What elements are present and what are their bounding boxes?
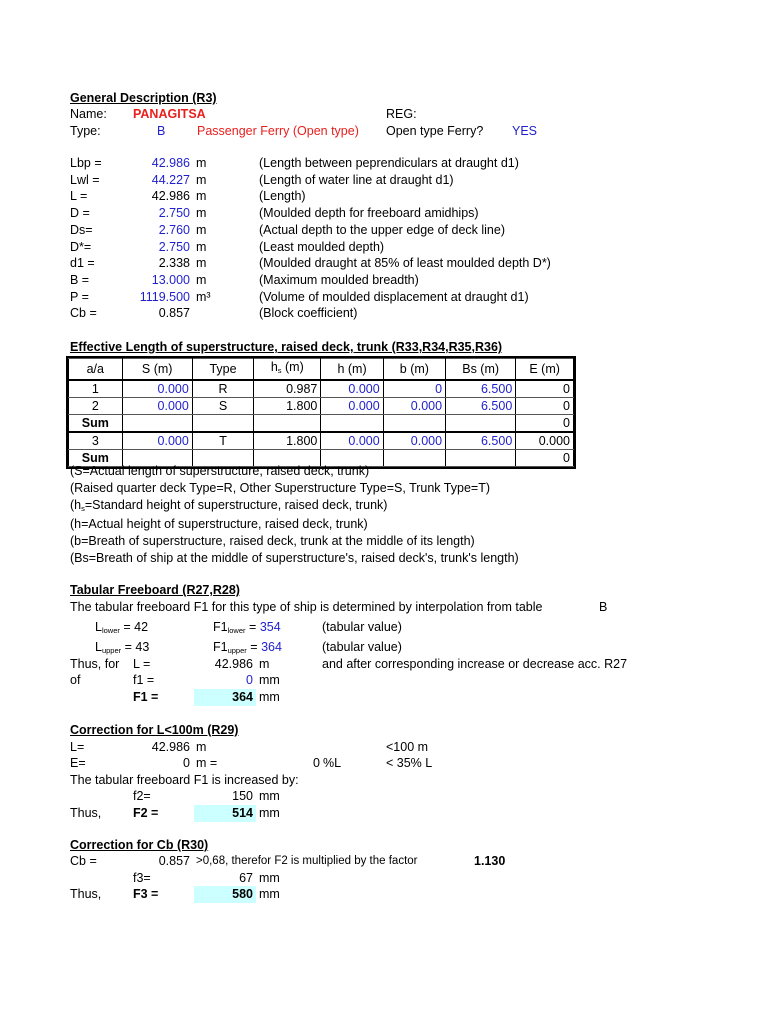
F1-label: F1 = xyxy=(133,690,159,704)
param-label: Cb = xyxy=(70,306,97,320)
table-cell: 1.800 xyxy=(254,398,321,415)
table-cell: 0.000 xyxy=(122,398,192,415)
param-unit: m xyxy=(196,173,207,187)
type-code: B xyxy=(157,124,166,138)
table-cell: 0.987 xyxy=(254,380,321,398)
note-b: (b=Breath of superstructure, raised deck, trunk at the middle of its length) xyxy=(70,534,475,548)
table-cell: Sum xyxy=(69,450,123,467)
param-value: 42.986 xyxy=(151,156,190,170)
note-hs: ($h_s=Standard$ height of superstructure, raised deck, trunk) xyxy=(70,498,388,513)
of-label: of xyxy=(70,673,81,687)
table-cell: R xyxy=(192,380,253,398)
param-description: (Length) xyxy=(259,189,306,203)
f1-upper: $F1_{upper} = 364$ xyxy=(213,640,282,655)
table-cell: 0.000 xyxy=(321,398,383,415)
l-eq: L = xyxy=(133,657,151,671)
F3-value: 580 xyxy=(232,887,253,901)
cb-label: Cb = xyxy=(70,854,97,868)
table-cell: 0.000 xyxy=(516,432,574,450)
param-description: (Actual depth to the upper edge of deck line) xyxy=(259,223,505,237)
table-cell: 0.000 xyxy=(321,380,383,398)
table-row xyxy=(69,380,574,398)
cl-e-label: E= xyxy=(70,756,86,770)
table-cell: 0.000 xyxy=(383,398,445,415)
param-unit: m xyxy=(196,240,207,254)
param-description: (Moulded draught at 85% of least moulded depth D*) xyxy=(259,256,551,270)
param-value: 2.750 xyxy=(158,206,190,220)
table-cell: 1 xyxy=(69,380,123,398)
f3-unit: mm xyxy=(259,871,280,885)
param-label: Ds= xyxy=(70,223,93,237)
table-cell: 1.800 xyxy=(254,432,321,450)
column-header: $h_s$ (m) xyxy=(254,359,321,381)
note-s: (S=Actual length of superstructure, raised deck, trunk) xyxy=(70,464,370,478)
table-cell: 3 xyxy=(69,432,123,450)
param-value: 42.986 xyxy=(151,189,190,203)
column-header: S (m) xyxy=(122,359,192,381)
correction-l-heading: Correction for L<100m (R29) xyxy=(70,723,239,737)
param-label: D*= xyxy=(70,240,92,254)
param-label: Lwl = xyxy=(70,173,100,187)
cl-f2-value: 150 xyxy=(232,789,253,803)
table-row xyxy=(69,398,574,415)
table-cell: T xyxy=(192,432,253,450)
cl-e-value: 0 xyxy=(183,756,190,770)
superstructure-table xyxy=(68,358,574,467)
table-ref: B xyxy=(599,600,608,614)
table-cell: 2 xyxy=(69,398,123,415)
table-cell: 0.000 xyxy=(383,432,445,450)
cl-l-cond: <100 m xyxy=(386,740,429,754)
open-type-value: YES xyxy=(512,124,538,138)
param-label: d1 = xyxy=(70,256,95,270)
table-cell xyxy=(446,415,516,433)
table-cell: 0 xyxy=(516,398,574,415)
F1-value: 364 xyxy=(232,690,253,704)
cb-text: >0,68, therefor F2 is multiplied by the factor xyxy=(196,855,418,867)
table-cell: 0 xyxy=(516,415,574,433)
table-cell xyxy=(383,450,445,467)
reg-label: REG: xyxy=(386,107,417,121)
cl-l-unit: m xyxy=(196,740,207,754)
note-type: (Raised quarter deck Type=R, Other Superstructure Type=S, Trunk Type=T) xyxy=(70,481,491,495)
table-cell xyxy=(321,415,383,433)
param-value: 0.857 xyxy=(158,306,190,320)
param-description: (Length between peprendiculars at draught d1) xyxy=(259,156,519,170)
note-h: (h=Actual height of superstructure, raised deck, trunk) xyxy=(70,517,368,531)
cb-factor: 1.130 xyxy=(474,854,506,868)
type-label: Type: xyxy=(70,124,101,138)
cl-f2-unit: mm xyxy=(259,789,280,803)
ship-name: PANAGITSA xyxy=(133,107,206,121)
param-label: P = xyxy=(70,290,89,304)
open-type-label: Open type Ferry? xyxy=(386,124,484,138)
l-unit: m xyxy=(259,657,270,671)
column-header: Type xyxy=(192,359,253,381)
table-row xyxy=(69,415,574,433)
tab-note-upper: (tabular value) xyxy=(322,640,402,654)
table-cell: S xyxy=(192,398,253,415)
cl-thus: Thus, xyxy=(70,806,102,820)
f1-value: 0 xyxy=(246,673,253,687)
param-unit: m xyxy=(196,156,207,170)
table-cell: 0 xyxy=(516,380,574,398)
cl-pct-unit: %L xyxy=(323,756,342,770)
param-label: L = xyxy=(70,189,88,203)
param-value: 2.760 xyxy=(158,223,190,237)
param-unit: m³ xyxy=(196,290,211,304)
param-unit: m xyxy=(196,256,207,270)
table-cell xyxy=(192,415,253,433)
table-cell: 6.500 xyxy=(446,380,516,398)
l-upper: $L_{upper} = 43$ xyxy=(95,640,150,655)
column-header: E (m) xyxy=(516,359,574,381)
tabular-intro: The tabular freeboard F1 for this type of ship is determined by interpolation from table xyxy=(70,600,543,614)
param-value: 2.750 xyxy=(158,240,190,254)
F3-unit: mm xyxy=(259,887,280,901)
after-note: and after corresponding increase or decrease acc. R27 xyxy=(322,657,628,671)
param-value: 2.338 xyxy=(158,256,190,270)
param-unit: m xyxy=(196,206,207,220)
param-description: (Volume of moulded displacement at draught d1) xyxy=(259,290,529,304)
f1-lower: $F1_{lower} = 354$ xyxy=(213,620,281,635)
tabular-heading: Tabular Freeboard (R27,R28) xyxy=(70,583,240,597)
param-description: (Moulded depth for freeboard amidhips) xyxy=(259,206,479,220)
param-unit: m xyxy=(196,273,207,287)
param-value: 44.227 xyxy=(151,173,190,187)
f3-label: f3= xyxy=(133,871,151,885)
param-value: 13.000 xyxy=(151,273,190,287)
thus-for: Thus, for xyxy=(70,657,120,671)
cb-thus: Thus, xyxy=(70,887,102,901)
param-description: (Length of water line at draught d1) xyxy=(259,173,454,187)
tab-note-lower: (tabular value) xyxy=(322,620,402,634)
param-unit: m xyxy=(196,223,207,237)
l-lower: $L_{lower} = 42$ xyxy=(95,620,149,635)
table-row xyxy=(69,432,574,450)
column-header: Bs (m) xyxy=(446,359,516,381)
param-description: (Block coefficient) xyxy=(259,306,358,320)
F2-value: 514 xyxy=(232,806,253,820)
F2-unit: mm xyxy=(259,806,280,820)
cl-m-label: m = xyxy=(196,756,218,770)
name-label: Name: xyxy=(70,107,107,121)
cb-value: 0.857 xyxy=(158,854,190,868)
f1-unit: mm xyxy=(259,673,280,687)
table-cell: 0.000 xyxy=(321,432,383,450)
f1-label: f1 = xyxy=(133,673,155,687)
table-cell: 6.500 xyxy=(446,398,516,415)
general-heading: General Description (R3) xyxy=(70,91,217,105)
table-cell xyxy=(122,415,192,433)
param-label: B = xyxy=(70,273,90,287)
table-cell xyxy=(383,415,445,433)
F2-label: F2 = xyxy=(133,806,159,820)
f3-value: 67 xyxy=(239,871,253,885)
param-unit: m xyxy=(196,189,207,203)
table-cell: 6.500 xyxy=(446,432,516,450)
cl-l-label: L= xyxy=(70,740,85,754)
param-description: (Maximum moulded breadth) xyxy=(259,273,419,287)
table-cell xyxy=(446,450,516,467)
table-header-row xyxy=(69,359,574,381)
cl-pct-value: 0 xyxy=(313,756,320,770)
note-bs: (Bs=Breath of ship at the middle of superstructure's, raised deck's, trunk's length) xyxy=(70,551,519,565)
cl-f2-label: f2= xyxy=(133,789,151,803)
superstructure-heading: Effective Length of superstructure, raised deck, trunk (R33,R34,R35,R36) xyxy=(70,340,503,354)
param-label: D = xyxy=(70,206,90,220)
table-cell: 0.000 xyxy=(122,380,192,398)
cl-increase-text: The tabular freeboard F1 is increased by: xyxy=(70,773,299,787)
param-value: 1119.500 xyxy=(139,290,190,304)
table-cell: 0 xyxy=(516,450,574,467)
F1-unit: mm xyxy=(259,690,280,704)
table-cell: Sum xyxy=(69,415,123,433)
F3-label: F3 = xyxy=(133,887,159,901)
column-header: h (m) xyxy=(321,359,383,381)
correction-cb-heading: Correction for Cb (R30) xyxy=(70,838,209,852)
column-header: b (m) xyxy=(383,359,445,381)
cl-e-cond: < 35% L xyxy=(386,756,433,770)
type-description: Passenger Ferry (Open type) xyxy=(197,124,359,138)
table-cell: 0.000 xyxy=(122,432,192,450)
table-cell: 0 xyxy=(383,380,445,398)
param-description: (Least moulded depth) xyxy=(259,240,385,254)
table-cell xyxy=(254,415,321,433)
column-header: a/a xyxy=(69,359,123,381)
cl-l-value: 42.986 xyxy=(151,740,190,754)
l-value: 42.986 xyxy=(214,657,253,671)
param-label: Lbp = xyxy=(70,156,102,170)
